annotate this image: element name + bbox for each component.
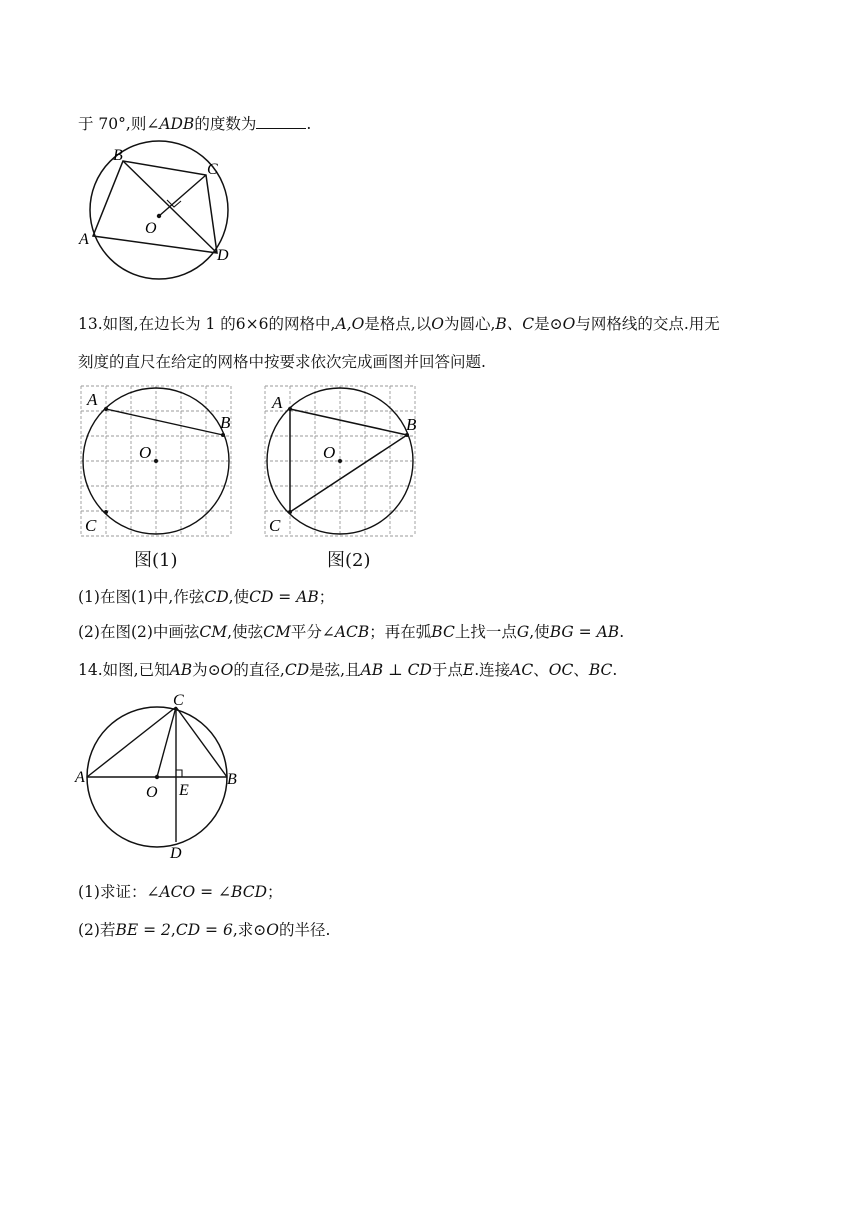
q13-fig2-center bbox=[338, 459, 342, 463]
q13-figure-2-caption: 图(2) bbox=[327, 550, 371, 571]
q14-part-2: (2)若BE = 2,CD = 6,求⊙O的半径. bbox=[78, 921, 331, 939]
q14-part-1: (1)求证：∠ACO = ∠BCD； bbox=[78, 883, 283, 901]
q13-figure-1 bbox=[70, 378, 250, 544]
q13-fig1-center bbox=[154, 459, 158, 463]
q14-segment-oc bbox=[157, 707, 176, 777]
q12-segment-oc bbox=[159, 175, 206, 216]
q13-fig2-point-c bbox=[288, 510, 292, 514]
q13-line-1: 13.如图,在边长为 1 的6×6的网格中,A,O是格点,以O为圆心,B、C是⊙O与网格线的交点.用无 bbox=[78, 315, 720, 333]
q14-line: 14.如图,已知AB为⊙O的直径,CD是弦,且AB ⊥ CD于点E.连接AC、OC、BC. bbox=[78, 661, 618, 679]
q14-label-e: E bbox=[179, 782, 189, 799]
q14-label-d: D bbox=[170, 845, 182, 862]
q14-label-c: C bbox=[173, 692, 184, 709]
q14-center-dot bbox=[155, 775, 159, 779]
label-c: C bbox=[207, 161, 218, 178]
q13-line-2: 刻度的直尺在给定的网格中按要求依次完成画图并回答问题. bbox=[78, 353, 486, 371]
q12-figure bbox=[70, 140, 250, 290]
q14-label-b: B bbox=[227, 771, 237, 788]
fig1-label-c: C bbox=[85, 516, 97, 535]
label-d: D bbox=[217, 247, 229, 264]
q13-figure-1-caption: 图(1) bbox=[134, 550, 178, 571]
q14-label-o: O bbox=[146, 784, 158, 801]
q12-quadrilateral bbox=[93, 161, 217, 253]
label-b: B bbox=[113, 147, 123, 164]
q14-label-a: A bbox=[75, 769, 85, 786]
fig2-label-b: B bbox=[406, 415, 417, 434]
q12-center-dot bbox=[157, 214, 161, 218]
q13-part-2: (2)在图(2)中画弦CM,使弦CM平分∠ACB；再在弧BC上找一点G,使BG = AB. bbox=[78, 623, 625, 641]
label-o: O bbox=[145, 220, 157, 237]
q14-figure bbox=[70, 692, 250, 864]
answer-blank bbox=[256, 114, 306, 129]
q12-tail-text: 于 70°,则∠ADB的度数为 . bbox=[78, 115, 312, 133]
q14-segment-bc bbox=[176, 707, 227, 777]
q13-part-1: (1)在图(1)中,作弦CD,使CD = AB； bbox=[78, 588, 335, 606]
q13-fig1-chord-ab bbox=[106, 409, 223, 435]
fig2-label-c: C bbox=[269, 516, 281, 535]
q13-fig1-point-c bbox=[104, 510, 108, 514]
q13-fig2-triangle-abc bbox=[290, 409, 407, 512]
q14-segment-ac bbox=[87, 707, 176, 777]
fig1-label-b: B bbox=[220, 413, 231, 432]
q13-figure-2 bbox=[256, 378, 436, 544]
fig1-label-a: A bbox=[87, 390, 98, 409]
fig2-label-o: O bbox=[323, 443, 336, 462]
label-a: A bbox=[79, 231, 89, 248]
q13-fig1-point-b bbox=[221, 433, 225, 437]
q13-fig1-point-a bbox=[104, 407, 108, 411]
fig2-label-a: A bbox=[272, 393, 283, 412]
q14-right-angle-mark bbox=[176, 770, 182, 777]
fig1-label-o: O bbox=[139, 443, 152, 462]
q13-fig2-point-a bbox=[288, 407, 292, 411]
